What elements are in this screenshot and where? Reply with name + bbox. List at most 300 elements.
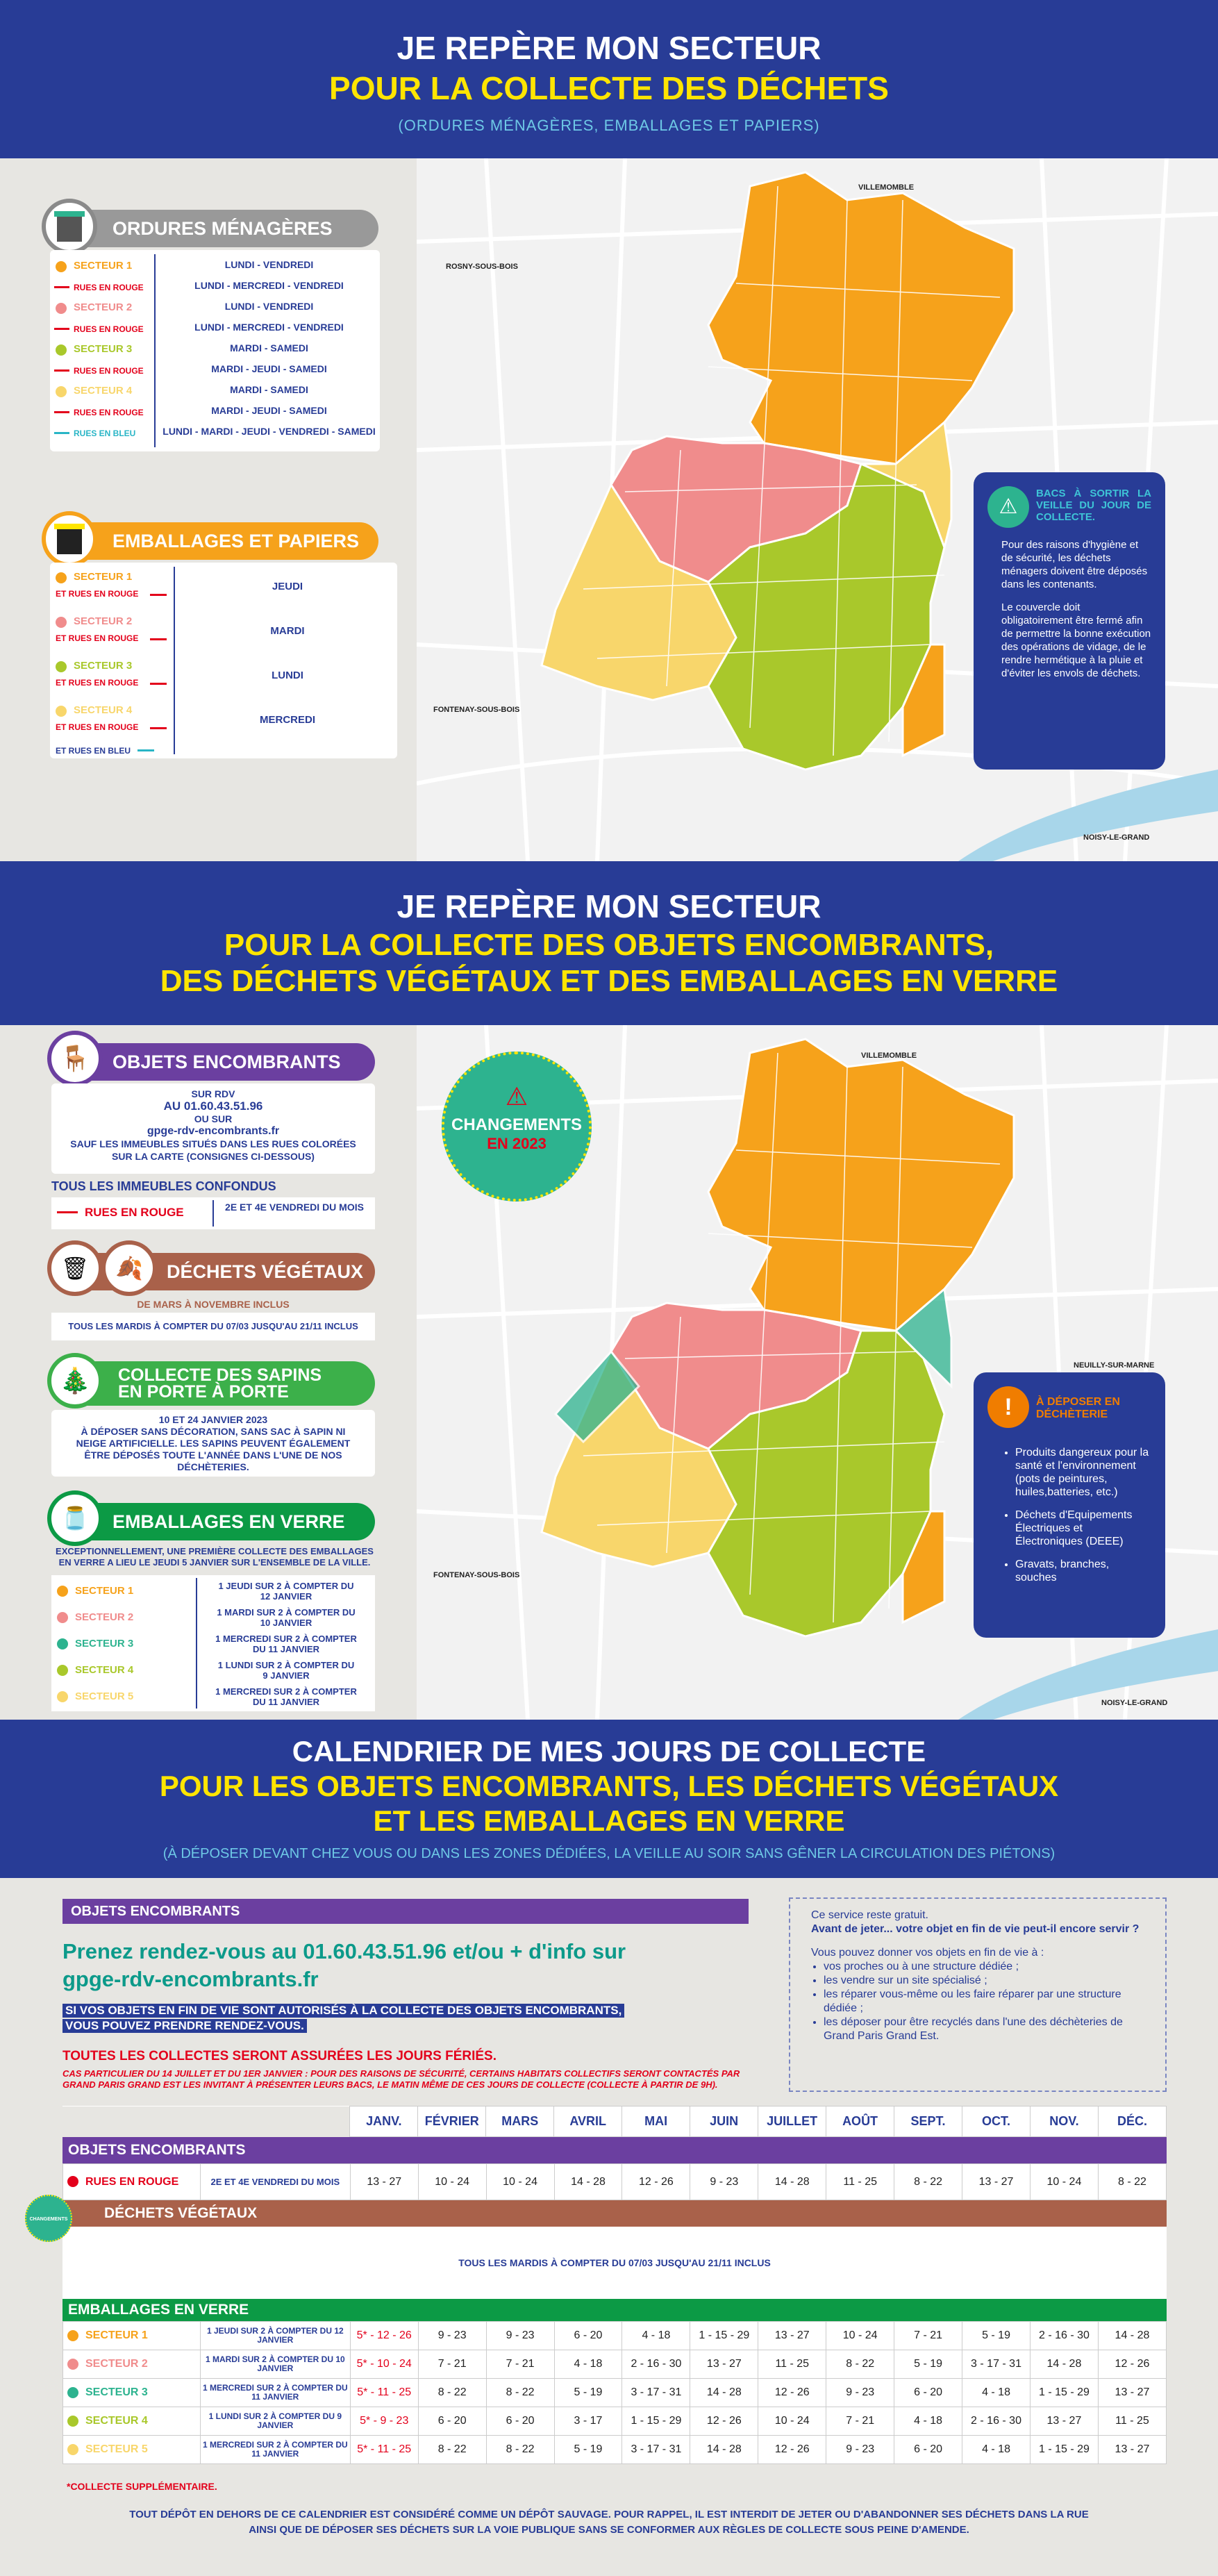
verre-cal-cell: 2 - 16 - 30 [1030, 2322, 1098, 2350]
sector-dot [67, 2416, 78, 2427]
info-icon: ⚠ [987, 486, 1029, 528]
verre-row [56, 1579, 371, 1604]
verre-cal-cell: 8 - 22 [418, 2436, 486, 2464]
verre-cal-cell: 4 - 18 [622, 2322, 690, 2350]
ordures-row-days: LUNDI - VENDREDI [224, 301, 314, 312]
enc-row-label-cell [63, 2164, 201, 2200]
header-banner-3 [0, 1720, 1218, 1878]
verre-cal-cell: 13 - 27 [690, 2350, 758, 2379]
enc-l5: SAUF LES IMMEUBLES SITUÉS DANS LES RUES COLORÉES [70, 1138, 356, 1149]
ordures-row [54, 257, 376, 276]
verre-cal-cell: 9 - 23 [418, 2322, 486, 2350]
verre-cal-cell: 4 - 18 [962, 2379, 1031, 2407]
verre-cal-cell: 4 - 18 [894, 2407, 962, 2436]
encombrants-info [51, 1083, 375, 1174]
supp-note: *COLLECTE SUPPLÉMENTAIRE. [67, 2481, 217, 2492]
verre-cal-cell: 10 - 24 [758, 2407, 826, 2436]
emb-row-label: SECTEUR 2 [74, 615, 133, 627]
verre-row-label: SECTEUR 3 [75, 1638, 134, 1650]
ordures-row [54, 340, 376, 360]
mini-badge-text: CHANGEMENTS [29, 2217, 68, 2222]
verre-cal-cell: 5 - 19 [554, 2436, 622, 2464]
verre-cal-cell: 14 - 28 [1030, 2350, 1098, 2379]
river [958, 770, 1218, 861]
deposer-item: • Produits dangereux pour la santé et l'environnement (pots de peintures, huiles,batteries, etc.) [1015, 1446, 1151, 1499]
service-box [789, 1897, 1167, 2092]
month-header: FÉVRIER [418, 2106, 486, 2137]
enc-cell: 13 - 27 [962, 2164, 1031, 2200]
sector-dot [56, 572, 67, 583]
verre-cal-table [62, 2321, 1167, 2464]
enc-row-label: RUES EN ROUGE [85, 2175, 179, 2188]
verre-cal-cell: 6 - 20 [418, 2407, 486, 2436]
verre-row-label: SECTEUR 2 [75, 1611, 134, 1623]
verre-row-label: SECTEUR 5 [75, 1690, 134, 1702]
verre-cal-label-cell [63, 2407, 201, 2436]
street-line [54, 369, 69, 372]
verre-cal-cell: 13 - 27 [1030, 2407, 1098, 2436]
vendredi-label: 2E ET 4E VENDREDI DU MOIS [225, 1202, 364, 1213]
title3-line-3: ET LES EMBALLAGES EN VERRE [373, 1804, 845, 1837]
ordures-row [54, 319, 376, 339]
verre-row [56, 1632, 371, 1657]
sector-dot [67, 2387, 78, 2398]
enc-l2: AU 01.60.43.51.96 [163, 1099, 263, 1113]
verre-cal-cell: 7 - 21 [418, 2350, 486, 2379]
exclamation-icon: ! [987, 1386, 1029, 1428]
sector-dot [56, 661, 67, 672]
verre-cal-cell: 8 - 22 [486, 2436, 554, 2464]
glass-container-icon: 🫙 [47, 1490, 103, 1546]
ordures-row [54, 278, 376, 297]
verre-cal-row [63, 2407, 1167, 2436]
auto-line-1: SI VOS OBJETS EN FIN DE VIE SONT AUTORISÉS À LA COLLECTE DES OBJETS ENCOMBRANTS, [62, 2004, 624, 2018]
ordures-row-days: LUNDI - MERCREDI - VENDREDI [194, 280, 344, 291]
ordures-row-days: LUNDI - MERCREDI - VENDREDI [194, 322, 344, 333]
enc-l4: gpge-rdv-encombrants.fr [147, 1125, 280, 1137]
month-header: OCT. [962, 2106, 1031, 2137]
ordures-bin-icon [42, 199, 97, 254]
encombrants-title: OBJETS ENCOMBRANTS [112, 1052, 341, 1072]
ordures-title: ORDURES MÉNAGÈRES [112, 218, 333, 239]
emb-row-days: LUNDI [272, 670, 303, 681]
deposer-item: • Déchets d'Equipements Électriques et Électroniques (DEEE) [1015, 1509, 1151, 1548]
emballages-title: EMBALLAGES ET PAPIERS [112, 531, 360, 551]
vegetaux-info: TOUS LES MARDIS À COMPTER DU 07/03 JUSQU'AU 21/11 INCLUS [51, 1313, 375, 1340]
bacs-p1: Pour des raisons d'hygiène et de sécurité, les déchets ménagers doivent être déposés dans les contenants. [1001, 539, 1148, 590]
enc-cell: 9 - 23 [690, 2164, 758, 2200]
street-line [54, 411, 69, 413]
ordures-row-days: MARDI - SAMEDI [230, 384, 308, 395]
verre-title: EMBALLAGES EN VERRE [112, 1511, 345, 1532]
bacs-title: BACS À SORTIR LA VEILLE DU JOUR DE COLLECTE. [1036, 488, 1151, 523]
verre-cal-cell: 8 - 22 [826, 2350, 894, 2379]
ordures-row [54, 361, 376, 381]
street-line [150, 638, 167, 640]
verre-cal-cell: 3 - 17 - 31 [622, 2436, 690, 2464]
verre-cal-label: SECTEUR 1 [85, 2329, 148, 2341]
verre-cal-cell: 12 - 26 [690, 2407, 758, 2436]
box-l2: Avant de jeter... votre objet en fin de vie peut-il encore servir ? [811, 1923, 1140, 1935]
changements-l2: EN 2023 [487, 1135, 547, 1152]
calendar-table [62, 2106, 1167, 2137]
enc-cell: 12 - 26 [622, 2164, 690, 2200]
verre-cal-first: 5* - 12 - 26 [350, 2322, 418, 2350]
title3-line-1: CALENDRIER DE MES JOURS DE COLLECTE [292, 1735, 926, 1768]
box-item: • les réparer vous-même ou les faire réparer par une structure dédiée ; [824, 1988, 1144, 2016]
verre-note: EXCEPTIONNELLEMENT, UNE PREMIÈRE COLLECTE DES EMBALLAGES EN VERRE A LIEU LE JEUDI 5 JANVIER SUR L'ENSEMBLE DE LA VILLE. [56, 1546, 374, 1568]
emb-row-days: MERCREDI [259, 714, 315, 726]
verre-cal-row [63, 2379, 1167, 2407]
verre-cal-cell: 2 - 16 - 30 [962, 2407, 1031, 2436]
header-banner-2 [0, 861, 1218, 1025]
verre-cal-desc: 1 MERCREDI SUR 2 À COMPTER DU 11 JANVIER [200, 2436, 350, 2464]
ordures-row-label: RUES EN BLEU [74, 429, 136, 438]
subtitle: (ORDURES MÉNAGÈRES, EMBALLAGES ET PAPIERS) [398, 117, 820, 134]
sapin-icon: 🎄 [47, 1353, 103, 1409]
enc-l1: SUR RDV [191, 1088, 235, 1099]
verre-cal-cell: 8 - 22 [418, 2379, 486, 2407]
ordures-row-label: SECTEUR 4 [74, 385, 133, 397]
verre-cal-row [63, 2322, 1167, 2350]
month-header: MARS [486, 2106, 554, 2137]
emballages-row [54, 701, 393, 743]
ordures-row-label: RUES EN ROUGE [74, 408, 144, 417]
compost-bin-icon: 🗑 [47, 1240, 103, 1296]
verre-cal-cell: 5 - 19 [962, 2322, 1031, 2350]
header-banner-1 [0, 0, 1218, 158]
verre-cal-first: 5* - 11 - 25 [350, 2436, 418, 2464]
vegetaux-title: DÉCHETS VÉGÉTAUX [167, 1261, 364, 1282]
verre-row-label: SECTEUR 4 [75, 1664, 134, 1676]
enc-cell: 14 - 28 [554, 2164, 622, 2200]
ordures-row-label: SECTEUR 1 [74, 260, 133, 272]
enc-row-desc: 2E ET 4E VENDREDI DU MOIS [200, 2164, 350, 2200]
ordures-row-label: SECTEUR 2 [74, 301, 133, 313]
sapins-title-1: COLLECTE DES SAPINS [118, 1365, 322, 1385]
verre-row-label: SECTEUR 1 [75, 1585, 134, 1597]
month-header: MAI [622, 2106, 690, 2137]
box-item: • les déposer pour être recyclés dans l'une des déchèteries de Grand Paris Grand Est. [824, 2016, 1144, 2043]
ordures-row-days: MARDI - JEUDI - SAMEDI [211, 405, 327, 416]
enc-cell: 10 - 24 [1030, 2164, 1098, 2200]
street-line [150, 683, 167, 685]
emb-blue-row [56, 745, 154, 757]
sector-dot [56, 344, 67, 356]
ordures-header [49, 210, 378, 247]
sector-dot [56, 303, 67, 314]
verre-cal-cell: 12 - 26 [1098, 2350, 1166, 2379]
ordures-row-label: RUES EN ROUGE [74, 324, 144, 334]
footer-line-1: TOUT DÉPÔT EN DEHORS DE CE CALENDRIER EST CONSIDÉRÉ COMME UN DÉPÔT SAUVAGE. POUR RAPPEL, IL EST INTERDIT DE JETER OU D'ABANDONNER SES DÉCHETS DANS LA RUE [129, 2509, 1089, 2520]
emb-row-sub: ET RUES EN ROUGE [56, 633, 139, 643]
ordures-row [54, 382, 376, 401]
sector-dot [56, 617, 67, 628]
emb-row-days: MARDI [270, 625, 305, 637]
street-line [150, 594, 167, 596]
box-item: • vos proches ou à une structure dédiée ; [824, 1960, 1144, 1974]
months-header [62, 2106, 1167, 2137]
map2-label-neuilly: NEUILLY-SUR-MARNE [1074, 1361, 1155, 1370]
enc-cell: 10 - 24 [486, 2164, 554, 2200]
calendar-table-wrap [62, 2106, 1167, 2464]
sector-dot [67, 2359, 78, 2370]
enc-table [62, 2163, 1167, 2200]
verre-cal-cell: 13 - 27 [1098, 2379, 1166, 2407]
ordures-row-label: RUES EN ROUGE [74, 366, 144, 376]
verre-cal-cell: 4 - 18 [554, 2350, 622, 2379]
street-line [150, 727, 167, 729]
vegetaux-period: DE MARS À NOVEMBRE INCLUS [137, 1299, 290, 1310]
box-item: • les vendre sur un site spécialisé ; [824, 1974, 1144, 1988]
chair-icon: 🪑 [47, 1031, 103, 1086]
enc-cell: 14 - 28 [758, 2164, 826, 2200]
enc-section-bar: OBJETS ENCOMBRANTS [62, 2137, 1167, 2163]
map-label-fontenay: FONTENAY-SOUS-BOIS [433, 706, 520, 714]
sapins-text: À DÉPOSER SANS DÉCORATION, SANS SAC À SAPIN NI NEIGE ARTIFICIELLE. LES SAPINS PEUVENT ÉGALEMENT ÊTRE DÉPOSÉS TOUTE L'ANNÉE DANS L'UNE DE NOS DÉCHÈTERIES. [76, 1426, 351, 1472]
deposer-item: • Gravats, branches, souches [1015, 1558, 1151, 1584]
verre-cal-cell: 13 - 27 [758, 2322, 826, 2350]
sector-dot [56, 706, 67, 717]
verre-row-days: 1 JEUDI SUR 2 À COMPTER DU 12 JANVIER [218, 1581, 354, 1602]
verre-cal-cell: 1 - 15 - 29 [1030, 2436, 1098, 2464]
emballages-bin-icon [42, 511, 97, 567]
month-header: SEPT. [894, 2106, 962, 2137]
emb-row-sub: ET RUES EN ROUGE [56, 722, 139, 732]
rdv-line-2: gpge-rdv-encombrants.fr [62, 1967, 319, 1991]
title-line-2: POUR LA COLLECTE DES DÉCHETS [329, 70, 889, 106]
emb-row-sub: ET RUES EN ROUGE [56, 589, 139, 599]
verre-cal-cell: 6 - 20 [894, 2436, 962, 2464]
verre-row [56, 1685, 371, 1710]
enc-cell: 10 - 24 [418, 2164, 486, 2200]
deposer-box [974, 1372, 1165, 1638]
verre-cal-first: 5* - 10 - 24 [350, 2350, 418, 2379]
verre-cal-cell: 3 - 17 [554, 2407, 622, 2436]
enc-l6: SUR LA CARTE (CONSIGNES CI-DESSOUS) [112, 1151, 315, 1162]
veg-section-bar: DÉCHETS VÉGÉTAUX [62, 2200, 1167, 2227]
verre-cal-cell: 14 - 28 [690, 2436, 758, 2464]
sapins-info [51, 1410, 375, 1477]
verre-cal-label-cell [63, 2379, 201, 2407]
blue-line [137, 749, 154, 751]
ordures-row-label: SECTEUR 3 [74, 343, 133, 355]
emb-row-label: SECTEUR 1 [74, 571, 133, 583]
verre-cal-label: SECTEUR 2 [85, 2358, 148, 2370]
ordures-row-days: LUNDI - VENDREDI [224, 259, 314, 270]
verre-cal-cell: 11 - 25 [758, 2350, 826, 2379]
subtitle3: (À DÉPOSER DEVANT CHEZ VOUS OU DANS LES ZONES DÉDIÉES, LA VEILLE AU SOIR SANS GÊNER LA CIRCULATION DES PIÉTONS) [162, 1846, 1056, 1861]
verre-cal-cell: 3 - 17 - 31 [622, 2379, 690, 2407]
title2-line-1: JE REPÈRE MON SECTEUR [397, 888, 821, 924]
enc-cell: 8 - 22 [1098, 2164, 1166, 2200]
month-header: JUILLET [758, 2106, 826, 2137]
ordures-table [50, 250, 380, 451]
verre-cal-first: 5* - 9 - 23 [350, 2407, 418, 2436]
title2-line-3: DES DÉCHETS VÉGÉTAUX ET DES EMBALLAGES EN VERRE [160, 964, 1058, 998]
footer-line-2: AINSI QUE DE DÉPOSER SES DÉCHETS SUR LA VOIE PUBLIQUE SANS SE CONFORMER AUX RÈGLES DE COLLECTE SOUS PEINE D'AMENDE. [249, 2524, 969, 2536]
red-dot [67, 2176, 78, 2187]
street-line [54, 432, 69, 434]
verre-section-bar: EMBALLAGES EN VERRE [62, 2299, 1167, 2321]
street-line [54, 286, 69, 288]
ordures-row [54, 424, 376, 443]
verre-cal-label: SECTEUR 4 [85, 2415, 148, 2427]
emb-row-sub: ET RUES EN ROUGE [56, 678, 139, 688]
title2-line-2: POUR LA COLLECTE DES OBJETS ENCOMBRANTS, [224, 928, 994, 962]
verre-cal-cell: 6 - 20 [486, 2407, 554, 2436]
verre-cal-cell: 9 - 23 [486, 2322, 554, 2350]
ordures-row-days: MARDI - JEUDI - SAMEDI [211, 363, 327, 374]
sector-dot [57, 1665, 68, 1676]
box-l3: Vous pouvez donner vos objets en fin de vie à : [811, 1947, 1044, 1959]
emballages-header [49, 522, 378, 560]
rdv-line-1: Prenez rendez-vous au 01.60.43.51.96 et/ou + d'info sur [62, 1939, 626, 1963]
verre-cal-cell: 4 - 18 [962, 2436, 1031, 2464]
verre-cal-cell: 10 - 24 [826, 2322, 894, 2350]
month-header: JUIN [690, 2106, 758, 2137]
rues-rouge-label: RUES EN ROUGE [85, 1206, 184, 1219]
verre-cal-label: SECTEUR 3 [85, 2386, 148, 2398]
verre-cal-cell: 3 - 17 - 31 [962, 2350, 1031, 2379]
ordures-row-days: LUNDI - MARDI - JEUDI - VENDREDI - SAMEDI [162, 426, 376, 437]
enc-l3: OU SUR [194, 1113, 233, 1124]
sector-dot [67, 2330, 78, 2341]
changements-badge [442, 1052, 592, 1202]
verre-cal-cell: 9 - 23 [826, 2379, 894, 2407]
river-2 [958, 1629, 1218, 1720]
tous-immeubles: TOUS LES IMMEUBLES CONFONDUS [51, 1179, 276, 1193]
emb-row-label: SECTEUR 4 [74, 704, 133, 716]
verre-cal-row [63, 2436, 1167, 2464]
leaves-icon: 🍂 [101, 1240, 157, 1296]
enc-label-bar: OBJETS ENCOMBRANTS [62, 1899, 749, 1924]
deposer-title: À DÉPOSER EN DÉCHÈTERIE [1036, 1396, 1120, 1420]
map-label-rosny: ROSNY-SOUS-BOIS [446, 263, 518, 271]
ordures-row-days: MARDI - SAMEDI [230, 342, 308, 354]
verre-row [56, 1659, 371, 1684]
sector-dot [56, 386, 67, 397]
verre-row-days: 1 LUNDI SUR 2 À COMPTER DU 9 JANVIER [217, 1660, 355, 1681]
month-header: AVRIL [554, 2106, 622, 2137]
verre-cal-row [63, 2350, 1167, 2379]
verre-cal-first: 5* - 11 - 25 [350, 2379, 418, 2407]
sector-dot [57, 1586, 68, 1597]
emb-row-days: JEUDI [272, 581, 303, 592]
verre-cal-cell: 1 - 15 - 29 [1030, 2379, 1098, 2407]
bacs-info-box [974, 472, 1165, 770]
verre-row-days: 1 MARDI SUR 2 À COMPTER DU 10 JANVIER [217, 1607, 356, 1628]
box-list [824, 1960, 1144, 2043]
map2-label-villemomble: VILLEMOMBLE [861, 1052, 917, 1060]
street-line [54, 328, 69, 330]
verre-cal-label: SECTEUR 5 [85, 2443, 148, 2455]
verre-table [51, 1575, 375, 1711]
verre-row [56, 1606, 371, 1631]
emballages-row [54, 657, 393, 699]
map2-label-noisy: NOISY-LE-GRAND [1101, 1699, 1168, 1707]
emb-row-label: SECTEUR 3 [74, 660, 133, 672]
verre-cal-desc: 1 MARDI SUR 2 À COMPTER DU 10 JANVIER [200, 2350, 350, 2379]
verre-cal-cell: 14 - 28 [690, 2379, 758, 2407]
sector-1-area [708, 172, 1014, 464]
bacs-p2: Le couvercle doit obligatoirement être fermé afin de permettre la bonne exécution des opérations de vidage, de le rendre hermétique à la pluie et d'éviter les envols de déchets. [1001, 601, 1151, 679]
verre-cal-cell: 14 - 28 [1098, 2322, 1166, 2350]
verre-cal-cell: 13 - 27 [1098, 2436, 1166, 2464]
rues-rouge-row [51, 1197, 375, 1229]
cas-particulier: CAS PARTICULIER DU 14 JUILLET ET DU 1ER JANVIER : POUR DES RAISONS DE SÉCURITÉ, CERTAINS HABITATS COLLECTIFS SERONT CONTACTÉS PAR GRAND PARIS GRAND EST LES INVITANT À PRÉSENTER LEURS BACS, LE MATIN MÊME DE CES JOURS DE COLLECTE (COLLECTE À PARTIR DE 9H). [62, 2068, 740, 2090]
verre-cal-cell: 2 - 16 - 30 [622, 2350, 690, 2379]
sector-dot [57, 1612, 68, 1623]
feries-line: TOUTES LES COLLECTES SERONT ASSURÉES LES JOURS FÉRIÉS. [62, 2049, 497, 2063]
verre-cal-label-cell [63, 2350, 201, 2379]
verre-cal-cell: 6 - 20 [894, 2379, 962, 2407]
title-line-1: JE REPÈRE MON SECTEUR [397, 30, 821, 66]
month-header: AOÛT [826, 2106, 894, 2137]
changements-l1: CHANGEMENTS [451, 1115, 582, 1134]
verre-cal-cell: 1 - 15 - 29 [622, 2407, 690, 2436]
verre-cal-cell: 9 - 23 [826, 2436, 894, 2464]
verre-row-days: 1 MERCREDI SUR 2 À COMPTER DU 11 JANVIER [215, 1634, 357, 1654]
sector-dot [67, 2444, 78, 2455]
ordures-row [54, 299, 376, 318]
month-header: JANV. [350, 2106, 418, 2137]
map-label-villemomble: VILLEMOMBLE [858, 183, 915, 192]
verre-cal-cell: 5 - 19 [554, 2379, 622, 2407]
emballages-row [54, 568, 393, 610]
verre-cal-desc: 1 MERCREDI SUR 2 À COMPTER DU 11 JANVIER [200, 2379, 350, 2407]
map-label-noisy: NOISY-LE-GRAND [1083, 833, 1150, 842]
title3-line-2: POUR LES OBJETS ENCOMBRANTS, LES DÉCHETS VÉGÉTAUX [159, 1770, 1059, 1802]
emballages-table [50, 563, 397, 758]
sapins-dates: 10 ET 24 JANVIER 2023 [158, 1414, 268, 1425]
verre-cal-cell: 7 - 21 [486, 2350, 554, 2379]
verre-cal-cell: 7 - 21 [826, 2407, 894, 2436]
verre-cal-cell: 11 - 25 [1098, 2407, 1166, 2436]
map2-label-fontenay: FONTENAY-SOUS-BOIS [433, 1571, 520, 1579]
changements-mini-badge [25, 2195, 72, 2242]
auto-line-2: VOUS POUVEZ PRENDRE RENDEZ-VOUS. [62, 2019, 307, 2033]
enc-cell: 11 - 25 [826, 2164, 894, 2200]
verre-cal-cell: 7 - 21 [894, 2322, 962, 2350]
emballages-row [54, 613, 393, 654]
verre-cal-desc: 1 JEUDI SUR 2 À COMPTER DU 12 JANVIER [200, 2322, 350, 2350]
month-header: DÉC. [1098, 2106, 1166, 2137]
enc-cell: 8 - 22 [894, 2164, 962, 2200]
deposer-list [1015, 1446, 1151, 1584]
enc-cell: 13 - 27 [350, 2164, 418, 2200]
sector-dot [56, 261, 67, 272]
verre-cal-cell: 6 - 20 [554, 2322, 622, 2350]
month-header: NOV. [1030, 2106, 1098, 2137]
verre-cal-cell: 12 - 26 [758, 2379, 826, 2407]
verre-row-days: 1 MERCREDI SUR 2 À COMPTER DU 11 JANVIER [215, 1686, 357, 1707]
verre-cal-label-cell [63, 2436, 201, 2464]
sector-1-area-2 [708, 1039, 1014, 1331]
veg-info: TOUS LES MARDIS À COMPTER DU 07/03 JUSQU'AU 21/11 INCLUS [62, 2227, 1167, 2299]
sector-dot [57, 1691, 68, 1702]
verre-cal-desc: 1 LUNDI SUR 2 À COMPTER DU 9 JANVIER [200, 2407, 350, 2436]
ordures-row [54, 403, 376, 422]
ordures-row-label: RUES EN ROUGE [74, 283, 144, 292]
sapins-title-2: EN PORTE À PORTE [118, 1382, 289, 1402]
verre-cal-label-cell [63, 2322, 201, 2350]
verre-cal-cell: 12 - 26 [758, 2436, 826, 2464]
verre-cal-cell: 8 - 22 [486, 2379, 554, 2407]
warning-icon: ⚠ [505, 1082, 528, 1111]
sector-dot [57, 1638, 68, 1650]
emb-blue-label: ET RUES EN BLEU [56, 746, 131, 756]
